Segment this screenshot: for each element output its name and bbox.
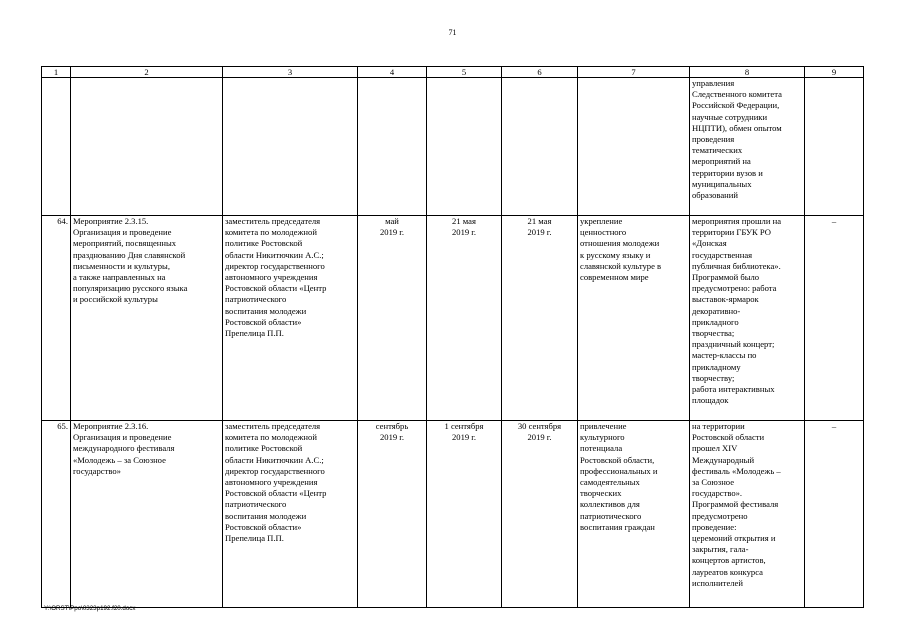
column-header-4: 4	[358, 67, 427, 78]
period-cell: май 2019 г.	[358, 216, 427, 421]
expected-result-cell: укрепление ценностного отношения молодежи к русскому языку и славянской культуре в современном мире	[578, 216, 690, 421]
column-header-8: 8	[690, 67, 805, 78]
column-header-1: 1	[42, 67, 71, 78]
actual-outcome-cell: на территории Ростовской области прошел XIV Международный фестиваль «Молодежь – за Союзное государство». Программой фестиваля предусмотрено проведение: церемоний открытия и закрытия, гала- концертов артистов, лауреатов конкурса исполнителей	[690, 421, 805, 608]
column-header-9: 9	[805, 67, 864, 78]
actual-outcome-cell: управления Следственного комитета Российской Федерации, научные сотрудники НЦПТИ), обмен опытом проведения тематических мероприятий на территории вузов и муниципальных образований	[690, 78, 805, 216]
column-header-3: 3	[223, 67, 358, 78]
activity-cell	[71, 78, 223, 216]
activity-cell: Мероприятие 2.3.15. Организация и проведение мероприятий, посвященных празднованию Дня славянской письменности и культуры, а также направленных на популяризацию русского языка и российской культуры	[71, 216, 223, 421]
note-cell	[805, 78, 864, 216]
row-number: 65.	[42, 421, 71, 608]
period-cell: сентябрь 2019 г.	[358, 421, 427, 608]
column-header-5: 5	[427, 67, 502, 78]
end-date-cell: 21 мая 2019 г.	[502, 216, 578, 421]
column-number-row	[42, 67, 864, 78]
row-number: 64.	[42, 216, 71, 421]
table-row	[42, 216, 864, 421]
end-date-cell: 30 сентября 2019 г.	[502, 421, 578, 608]
table-row	[42, 421, 864, 608]
row-number	[42, 78, 71, 216]
period-cell	[358, 78, 427, 216]
column-header-7: 7	[578, 67, 690, 78]
document-file-path: Y:\ORST\Ppo\0323p192.f20.docx	[44, 605, 136, 612]
expected-result-cell: привлечение культурного потенциала Ростовской области, профессиональных и самодеятельных творческих коллективов для патриотического воспитания граждан	[578, 421, 690, 608]
responsible-cell: заместитель председателя комитета по молодежной политике Ростовской области Никитючкин А.С.; директор государственного автономного учреждения Ростовской области «Центр патриотического воспитания молодежи Ростовской области» Препелица П.П.	[223, 216, 358, 421]
activity-cell: Мероприятие 2.3.16. Организация и проведение международного фестиваля «Молодежь – за Союзное государство»	[71, 421, 223, 608]
report-table	[41, 66, 864, 608]
actual-outcome-cell: мероприятия прошли на территории ГБУК РО «Донская государственная публичная библиотека». Программой было предусмотрено: работа выставок-ярмарок декоративно- прикладного творчества; праздничный концерт; мастер-классы по прикладному творчеству; работа интерактивных площадок	[690, 216, 805, 421]
column-header-2: 2	[71, 67, 223, 78]
expected-result-cell	[578, 78, 690, 216]
start-date-cell	[427, 78, 502, 216]
start-date-cell: 21 мая 2019 г.	[427, 216, 502, 421]
start-date-cell: 1 сентября 2019 г.	[427, 421, 502, 608]
responsible-cell: заместитель председателя комитета по молодежной политике Ростовской области Никитючкин А.С.; директор государственного автономного учреждения Ростовской области «Центр патриотического воспитания молодежи Ростовской области» Препелица П.П.	[223, 421, 358, 608]
responsible-cell	[223, 78, 358, 216]
note-cell: –	[805, 216, 864, 421]
table-row	[42, 78, 864, 216]
note-cell: –	[805, 421, 864, 608]
column-header-6: 6	[502, 67, 578, 78]
page-number: 71	[448, 28, 457, 37]
end-date-cell	[502, 78, 578, 216]
